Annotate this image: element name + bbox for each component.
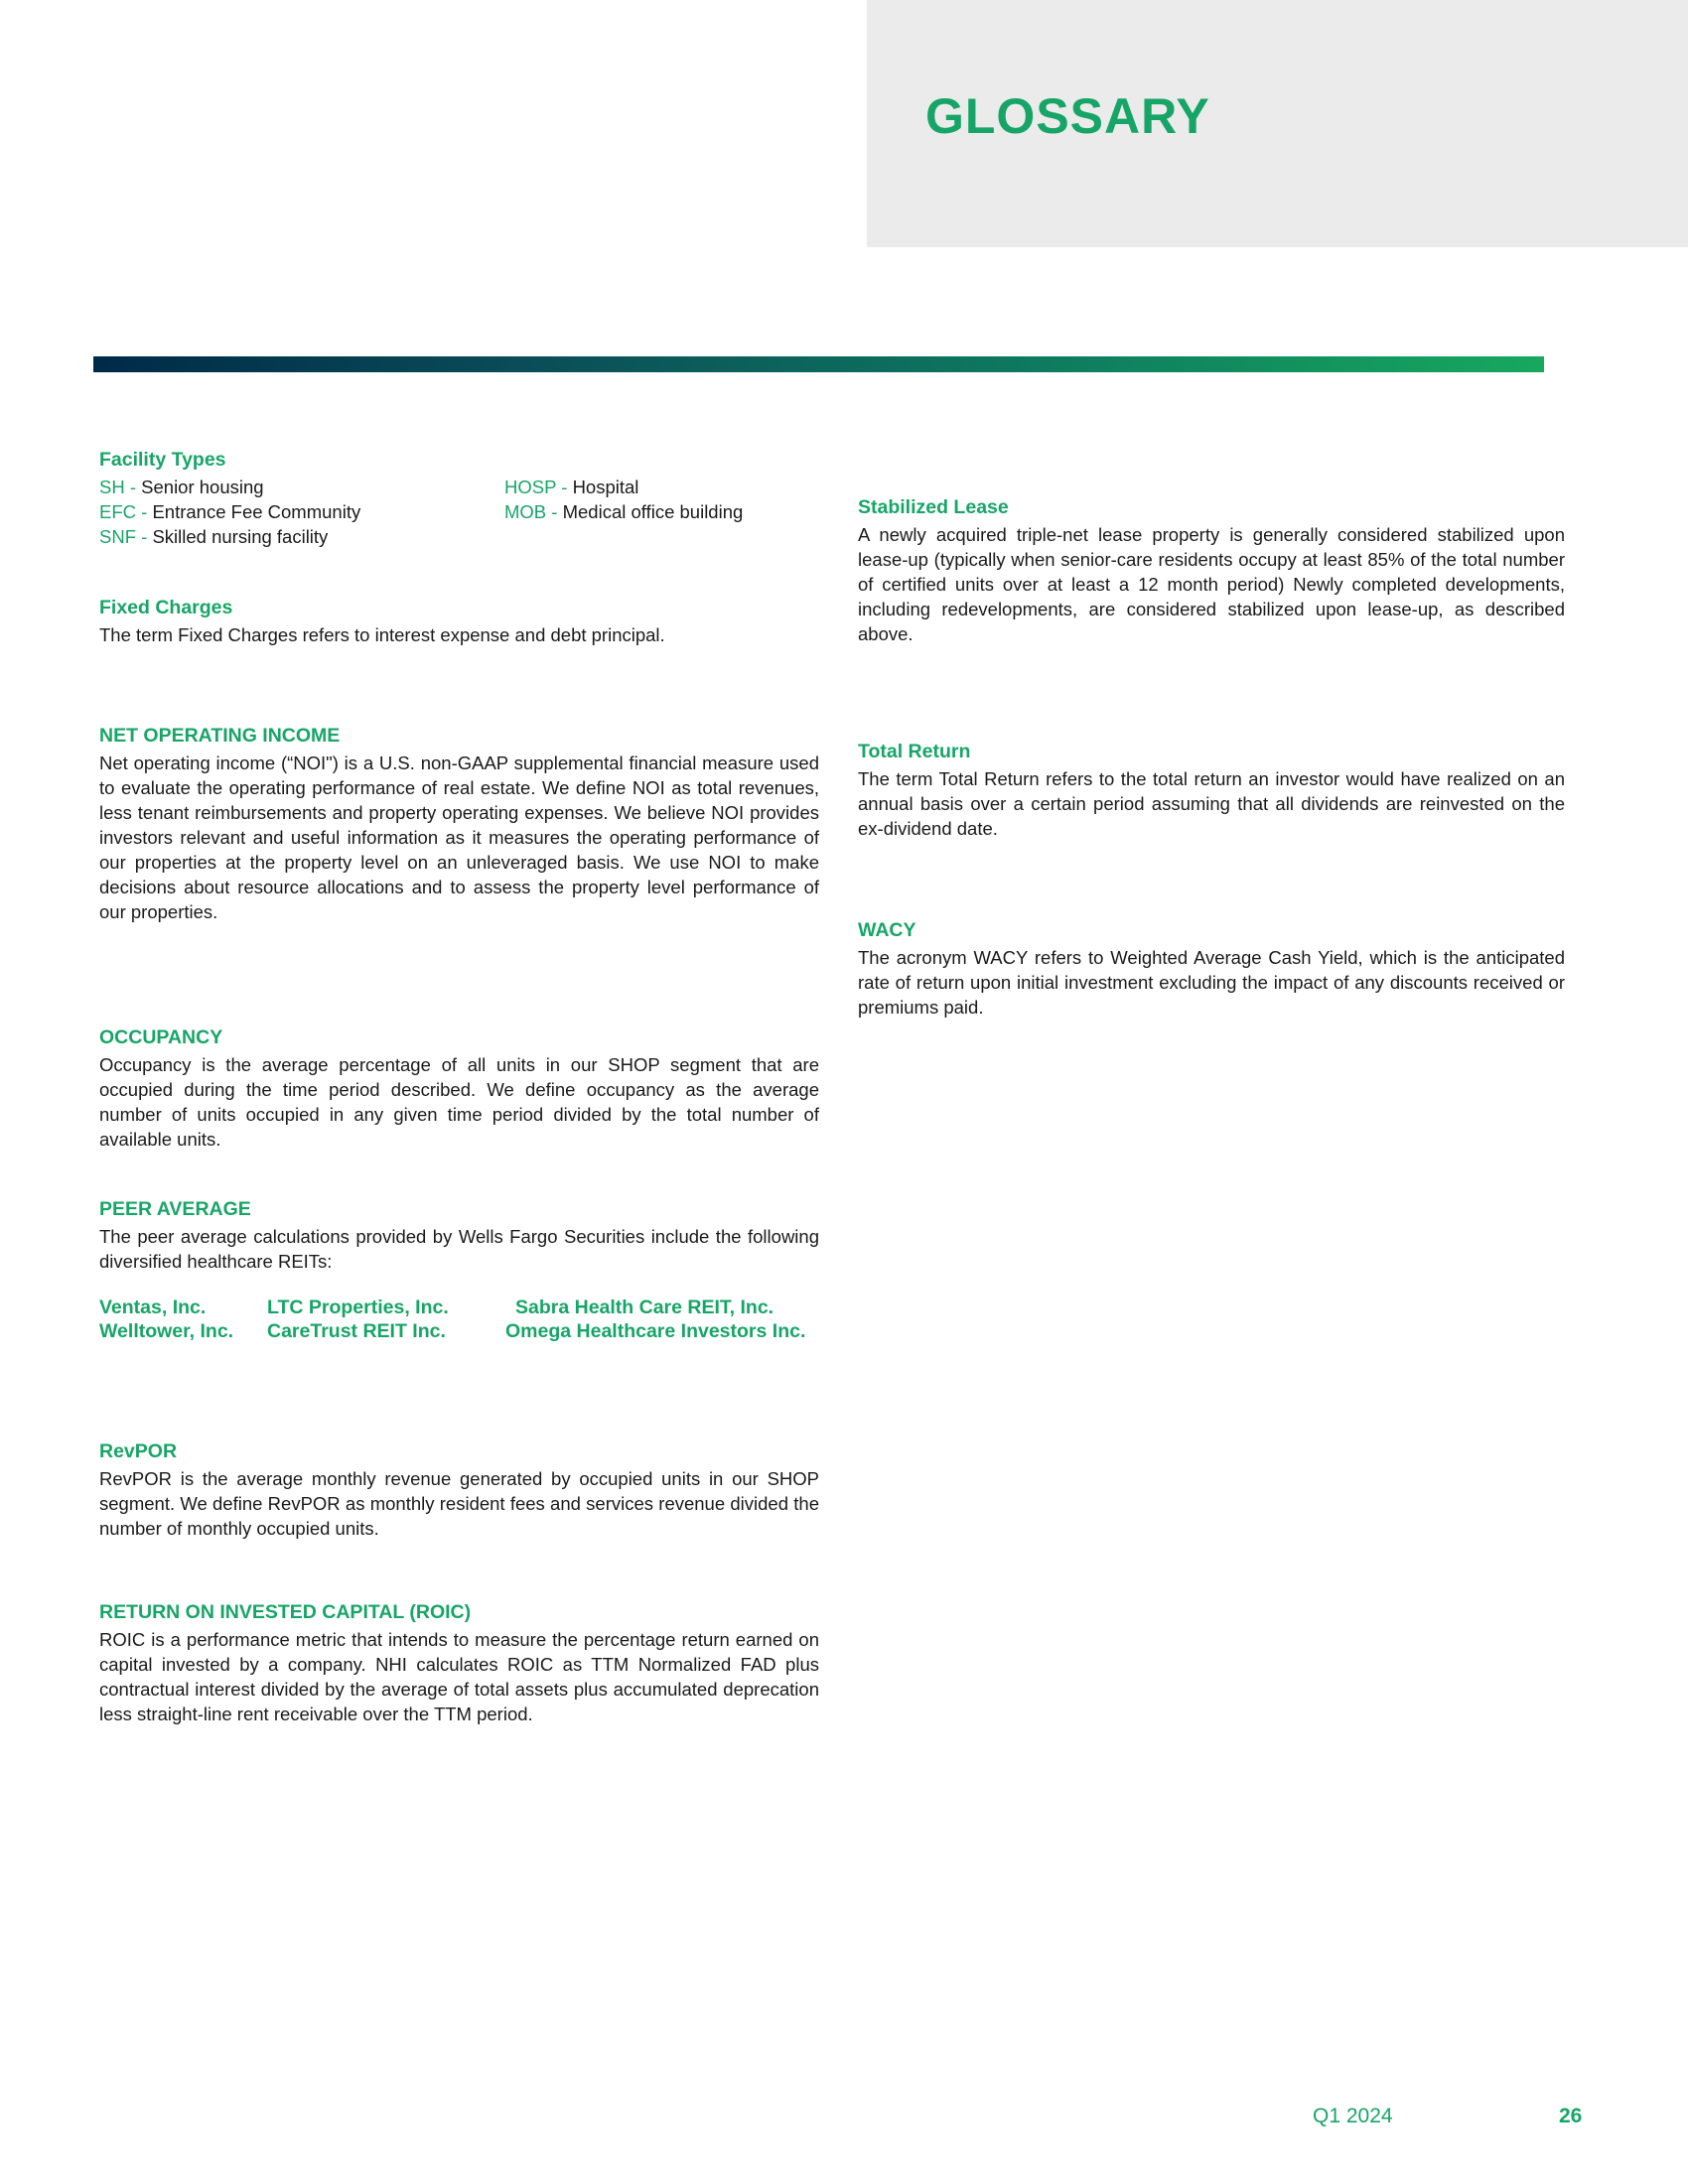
gradient-divider	[93, 356, 1544, 372]
section-total-return	[858, 740, 1565, 841]
fixed-charges-body: The term Fixed Charges refers to interest expense and debt principal.	[99, 624, 665, 645]
stabilized-lease-heading: Stabilized Lease	[858, 496, 1009, 518]
occupancy-body: Occupancy is the average percentage of all units in our SHOP segment that are occupied during the time period described. We define occupancy as the average number of units occupied in any given time period divided by the total number of available units.	[99, 1054, 819, 1150]
peer-item: Sabra Health Care REIT, Inc.	[515, 1297, 774, 1318]
section-occupancy	[99, 1025, 819, 1152]
noi-heading: NET OPERATING INCOME	[99, 725, 341, 747]
peer-item: Welltower, Inc.	[99, 1320, 234, 1342]
facility-type-item: SNF - Skilled nursing facility	[99, 526, 329, 547]
facility-types-list	[99, 475, 819, 549]
wacy-heading: WACY	[858, 919, 916, 941]
revpor-body: RevPOR is the average monthly revenue generated by occupied units in our SHOP segment. We define RevPOR as monthly resident fees and services revenue divided the number of monthly occupied units.	[99, 1468, 819, 1539]
section-net-operating-income	[99, 724, 819, 924]
revpor-heading: RevPOR	[99, 1440, 178, 1462]
section-peer-average	[99, 1197, 819, 1343]
peer-item: LTC Properties, Inc.	[267, 1297, 449, 1318]
section-fixed-charges	[99, 596, 819, 647]
fixed-charges-heading: Fixed Charges	[99, 597, 233, 618]
section-facility-types	[99, 448, 819, 549]
facility-type-item: SH - Senior housing	[99, 477, 264, 497]
section-revpor	[99, 1439, 819, 1541]
wacy-body: The acronym WACY refers to Weighted Average Cash Yield, which is the anticipated rate of return upon initial investment excluding the impact of any discounts received or premiums paid.	[858, 947, 1565, 1018]
peer-average-heading: PEER AVERAGE	[99, 1198, 251, 1220]
facility-type-item: MOB - Medical office building	[504, 501, 744, 522]
roic-body: ROIC is a performance metric that intends to measure the percentage return earned on capital invested by a company. NHI calculates ROIC as TTM Normalized FAD plus contractual interest divided by the average of total assets plus accumulated deprecation less straight-line rent receivable over the TTM period.	[99, 1629, 819, 1724]
total-return-heading: Total Return	[858, 741, 971, 762]
total-return-body: The term Total Return refers to the total return an investor would have realized on an annual basis over a certain period assuming that all dividends are reinvested on the ex-dividend date.	[858, 768, 1565, 839]
peer-item: Omega Healthcare Investors Inc.	[505, 1320, 806, 1342]
section-roic	[99, 1600, 819, 1726]
peer-item: Ventas, Inc.	[99, 1297, 207, 1318]
peer-average-body: The peer average calculations provided by Wells Fargo Securities include the following diversified healthcare REITs:	[99, 1226, 819, 1272]
roic-heading: RETURN ON INVESTED CAPITAL (ROIC)	[99, 1601, 472, 1623]
section-stabilized-lease	[858, 495, 1565, 646]
peer-item: CareTrust REIT Inc.	[267, 1320, 446, 1342]
footer-quarter: Q1 2024	[1313, 2105, 1393, 2127]
occupancy-heading: OCCUPANCY	[99, 1026, 223, 1048]
noi-body: Net operating income (“NOI") is a U.S. non-GAAP supplemental financial measure used to evaluate the operating performance of real estate. We define NOI as total revenues, less tenant reimbursements and property operating expenses. We believe NOI provides investors relevant and useful information as it measures the operating performance of our properties at the property level on an unleveraged basis. We use NOI to make decisions about resource allocations and to assess the property level performance of our properties.	[99, 752, 819, 922]
stabilized-lease-body: A newly acquired triple-net lease property is generally considered stabilized upon lease-up (typically when senior-care residents occupy at least 85% of the total number of certified units over at least a 12 month period) Newly completed developments, including redevelopments, are considered stabilized upon lease-up, as described above.	[858, 524, 1565, 644]
facility-types-heading: Facility Types	[99, 449, 226, 471]
facility-type-item: EFC - Entrance Fee Community	[99, 501, 361, 522]
facility-type-item: HOSP - Hospital	[504, 477, 639, 497]
page-number: 26	[1559, 2105, 1583, 2127]
peer-list	[99, 1296, 819, 1343]
section-wacy	[858, 918, 1565, 1020]
page-title: GLOSSARY	[925, 88, 1210, 144]
